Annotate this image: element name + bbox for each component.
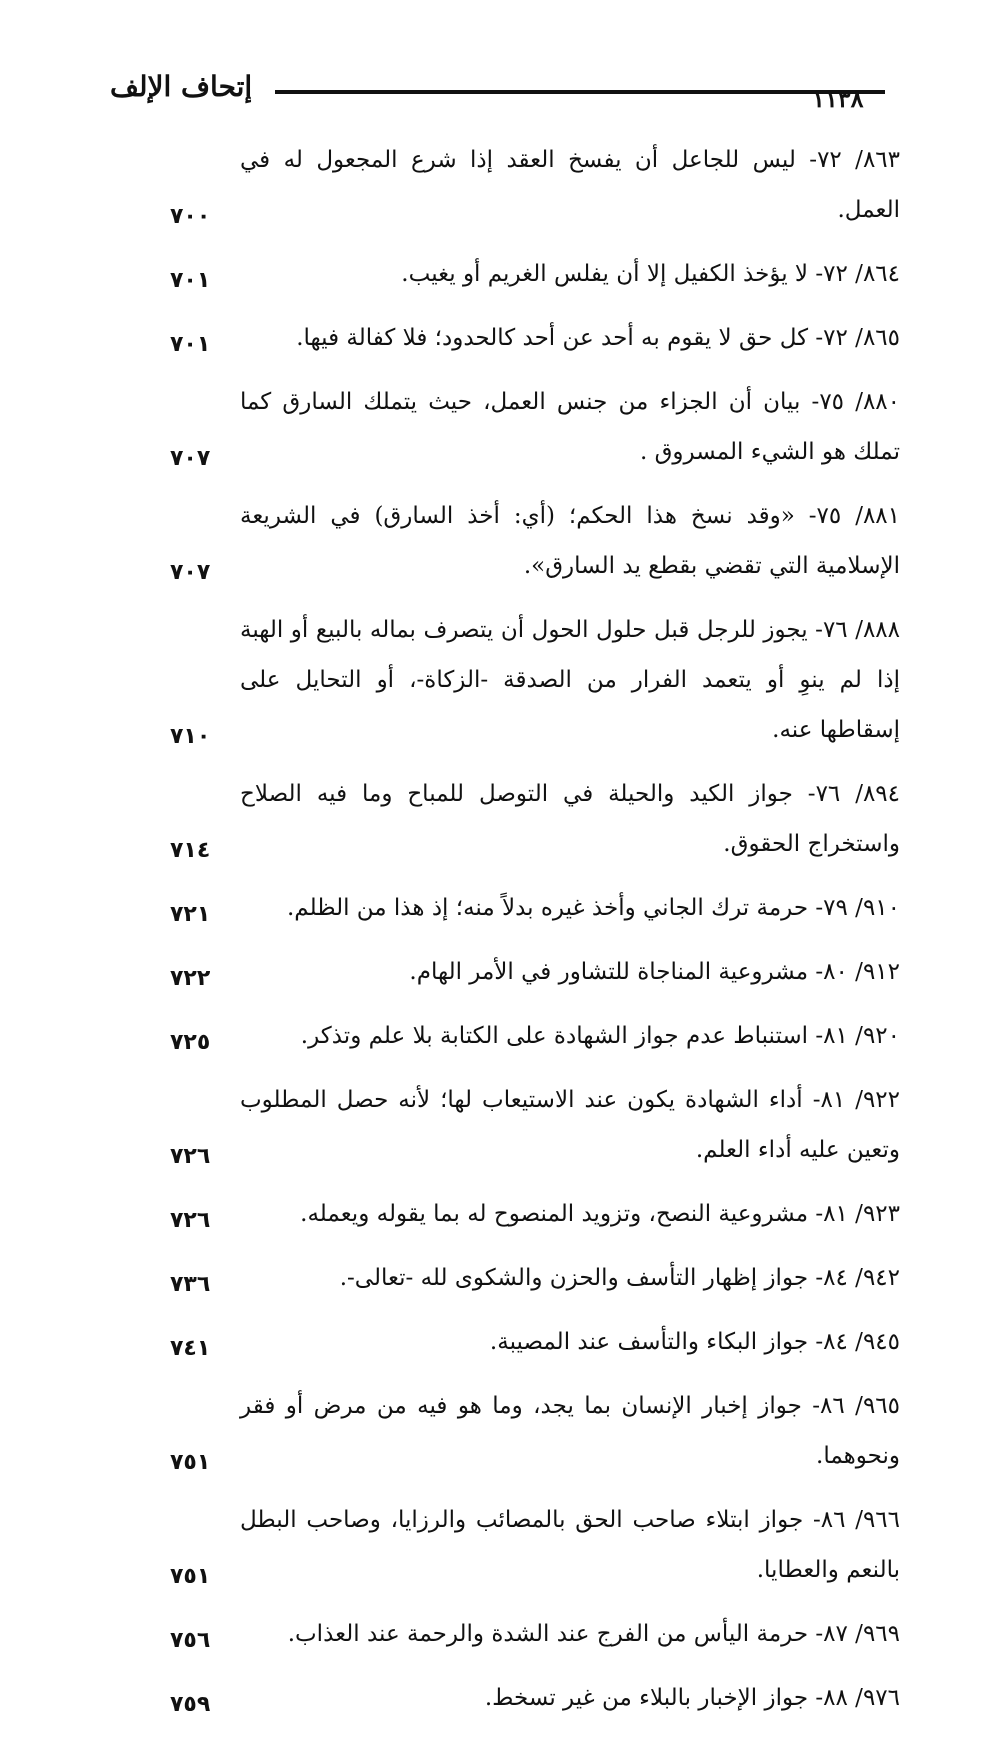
entry-page-number: ٧٠١ — [170, 332, 211, 357]
entry-body: «وقد نسخ هذا الحكم؛ (أي: أخذ السارق) في الشريعة الإسلامية التي تقضي بقطع يد السارق». — [240, 503, 900, 579]
entry-body: جواز البكاء والتأسف عند المصيبة. — [489, 1329, 809, 1355]
index-entry — [170, 1075, 900, 1175]
entry-text — [240, 1673, 900, 1723]
entry-body: ليس للجاعل أن يفسخ العقد إذا شرع المجعول له في العمل. — [240, 147, 900, 223]
entry-page-number: ٧٥١ — [170, 1450, 211, 1475]
entry-page-number: ٧٠١ — [170, 268, 211, 293]
entry-ref: ٩٦٥/ ٨٦- — [812, 1393, 900, 1419]
running-header — [110, 62, 910, 112]
index-entry — [170, 1609, 900, 1659]
index-entry — [170, 377, 900, 477]
header-rule — [275, 90, 885, 94]
index-entry — [170, 883, 900, 933]
entry-text — [240, 1609, 900, 1659]
entry-ref: ٩٤٢/ ٨٤- — [815, 1265, 900, 1291]
entry-ref: ٨٦٤/ ٧٢- — [815, 261, 900, 287]
running-title: إتحاف الإلف — [110, 70, 253, 103]
entry-body: يجوز للرجل قبل حلول الحول أن يتصرف بماله بالبيع أو الهبة إذا لم ينوِ أو يتعمد الفرار من الصدقة -الزكاة-، أو التحايل على إسقاطها عنه. — [240, 617, 900, 743]
entry-ref: ٨٩٤/ ٧٦- — [807, 781, 900, 807]
entry-ref: ٩١٢/ ٨٠- — [815, 959, 900, 985]
entry-body: جواز الكيد والحيلة في التوصل للمباح وما فيه الصلاح واستخراج الحقوق. — [240, 781, 900, 857]
entry-text — [240, 1495, 900, 1595]
entry-body: كل حق لا يقوم به أحد عن أحد كالحدود؛ فلا كفالة فيها. — [296, 325, 809, 351]
entry-body: مشروعية النصح، وتزويد المنصوح له بما يقوله ويعمله. — [300, 1201, 809, 1227]
entry-text — [240, 135, 900, 235]
entry-page-number: ٧٠٠ — [170, 204, 211, 229]
entry-ref: ٩٦٩/ ٨٧- — [815, 1621, 900, 1647]
index-entry — [170, 769, 900, 869]
entry-text — [240, 1381, 900, 1481]
entry-body: بيان أن الجزاء من جنس العمل، حيث يتملك السارق كما تملك هو الشيء المسروق . — [240, 389, 900, 465]
index-entry — [170, 1189, 900, 1239]
index-entry — [170, 1317, 900, 1367]
entry-text — [240, 605, 900, 755]
entry-ref: ٩١٠/ ٧٩- — [815, 895, 900, 921]
entry-page-number: ٧٠٧ — [170, 446, 211, 471]
entry-ref: ٩٤٥/ ٨٤- — [815, 1329, 900, 1355]
entry-text — [240, 1011, 900, 1061]
entry-body: جواز ابتلاء صاحب الحق بالمصائب والرزايا، وصاحب البطل بالنعم والعطايا. — [240, 1507, 900, 1583]
entry-ref: ٩٧٦/ ٨٨- — [815, 1685, 900, 1711]
index-entry — [170, 491, 900, 591]
entry-ref: ٩٢٠/ ٨١- — [815, 1023, 900, 1049]
entry-text — [240, 1253, 900, 1303]
entry-body: أداء الشهادة يكون عند الاستيعاب لها؛ لأنه حصل المطلوب وتعين عليه أداء العلم. — [240, 1087, 900, 1163]
entry-text — [240, 947, 900, 997]
entry-body: استنباط عدم جواز الشهادة على الكتابة بلا علم وتذكر. — [300, 1023, 809, 1049]
entry-ref: ٨٦٣/ ٧٢- — [809, 147, 900, 173]
index-entry — [170, 1495, 900, 1595]
entry-text — [240, 769, 900, 869]
entry-page-number: ٧١٠ — [170, 724, 211, 749]
entry-ref: ٨٦٥/ ٧٢- — [815, 325, 900, 351]
index-entry — [170, 947, 900, 997]
entry-text — [240, 313, 900, 363]
entry-text — [240, 883, 900, 933]
entry-page-number: ٧٢٦ — [170, 1144, 211, 1169]
page-number: ١١٣٨ — [812, 84, 864, 113]
index-entry — [170, 605, 900, 755]
index-entry — [170, 1381, 900, 1481]
entry-page-number: ٧٠٧ — [170, 560, 211, 585]
entry-ref: ٨٨٠/ ٧٥- — [811, 389, 901, 415]
entry-text — [240, 491, 900, 591]
index-entry — [170, 1011, 900, 1061]
index-list — [170, 135, 900, 1737]
entry-ref: ٨٨١/ ٧٥- — [808, 503, 901, 529]
entry-text — [240, 1317, 900, 1367]
entry-body: جواز الإخبار بالبلاء من غير تسخط. — [484, 1685, 809, 1711]
entry-ref: ٩٢٢/ ٨١- — [812, 1087, 901, 1113]
entry-page-number: ٧٣٦ — [170, 1272, 211, 1297]
entry-text — [240, 377, 900, 477]
index-entry — [170, 313, 900, 363]
entry-body: جواز إخبار الإنسان بما يجد، وما هو فيه من مرض أو فقر ونحوهما. — [240, 1393, 900, 1469]
entry-text — [240, 1075, 900, 1175]
entry-page-number: ٧٢٢ — [170, 966, 211, 991]
entry-body: لا يؤخذ الكفيل إلا أن يفلس الغريم أو يغيب. — [401, 261, 809, 287]
entry-ref: ٩٢٣/ ٨١- — [815, 1201, 900, 1227]
index-entry — [170, 249, 900, 299]
entry-page-number: ٧٤١ — [170, 1336, 211, 1361]
entry-page-number: ٧٥٩ — [170, 1692, 211, 1717]
entry-text — [240, 1189, 900, 1239]
entry-page-number: ٧٢٦ — [170, 1208, 211, 1233]
entry-text — [240, 249, 900, 299]
entry-page-number: ٧٢١ — [170, 902, 211, 927]
entry-page-number: ٧٥١ — [170, 1564, 211, 1589]
entry-page-number: ٧٢٥ — [170, 1030, 211, 1055]
entry-ref: ٩٦٦/ ٨٦- — [812, 1507, 901, 1533]
entry-body: حرمة ترك الجاني وأخذ غيره بدلاً منه؛ إذ هذا من الظلم. — [286, 895, 809, 921]
index-entry — [170, 1253, 900, 1303]
index-entry — [170, 1673, 900, 1723]
entry-body: جواز إظهار التأسف والحزن والشكوى لله -تعالى-. — [339, 1265, 809, 1291]
entry-page-number: ٧١٤ — [170, 838, 211, 863]
entry-ref: ٨٨٨/ ٧٦- — [815, 617, 901, 643]
entry-body: حرمة اليأس من الفرج عند الشدة والرحمة عند العذاب. — [287, 1621, 809, 1647]
entry-body: مشروعية المناجاة للتشاور في الأمر الهام. — [409, 959, 809, 985]
index-entry — [170, 135, 900, 235]
entry-page-number: ٧٥٦ — [170, 1628, 211, 1653]
